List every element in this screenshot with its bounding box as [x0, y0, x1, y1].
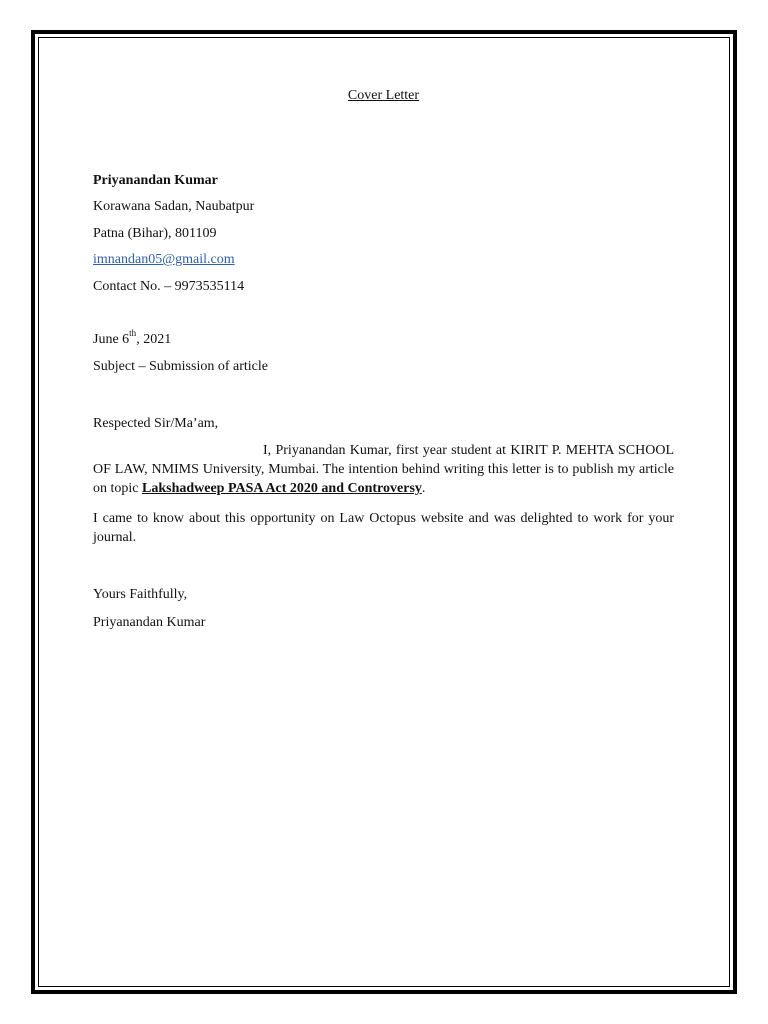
body-paragraph-1-text: I, Priyanandan Kumar, first year student at KIRIT P. MEHTA SCHOOL OF LAW, NMIMS University, Mumbai. The intention behind writing this letter is to publish my article on topic	[93, 443, 674, 496]
date-ordinal-suffix: th	[129, 328, 137, 339]
sender-contact: Contact No. – 9973535114	[93, 279, 245, 294]
date-month-day: June 6	[93, 332, 130, 347]
date-year: , 2021	[136, 332, 172, 347]
letter-subject: Subject – Submission of article	[93, 359, 268, 374]
salutation: Respected Sir/Ma’am,	[93, 416, 219, 431]
sender-email-link[interactable]: imnandan05@gmail.com	[93, 252, 235, 267]
body-paragraph-1-end: .	[421, 481, 426, 496]
closing: Yours Faithfully,	[93, 587, 188, 602]
sender-address-line1: Korawana Sadan, Naubatpur	[93, 199, 255, 214]
letter-date	[93, 330, 171, 349]
sender-name: Priyanandan Kumar	[93, 173, 218, 188]
body-paragraph-2: I came to know about this opportunity on Law Octopus website and was delighted to work for your journal.	[93, 511, 674, 545]
signature-name: Priyanandan Kumar	[93, 615, 206, 630]
sender-address-line2: Patna (Bihar), 801109	[93, 226, 217, 241]
article-topic: Lakshadweep PASA Act 2020 and Controversy	[142, 481, 422, 496]
body-paragraph-1	[93, 441, 674, 498]
document-title: Cover Letter	[347, 88, 420, 103]
